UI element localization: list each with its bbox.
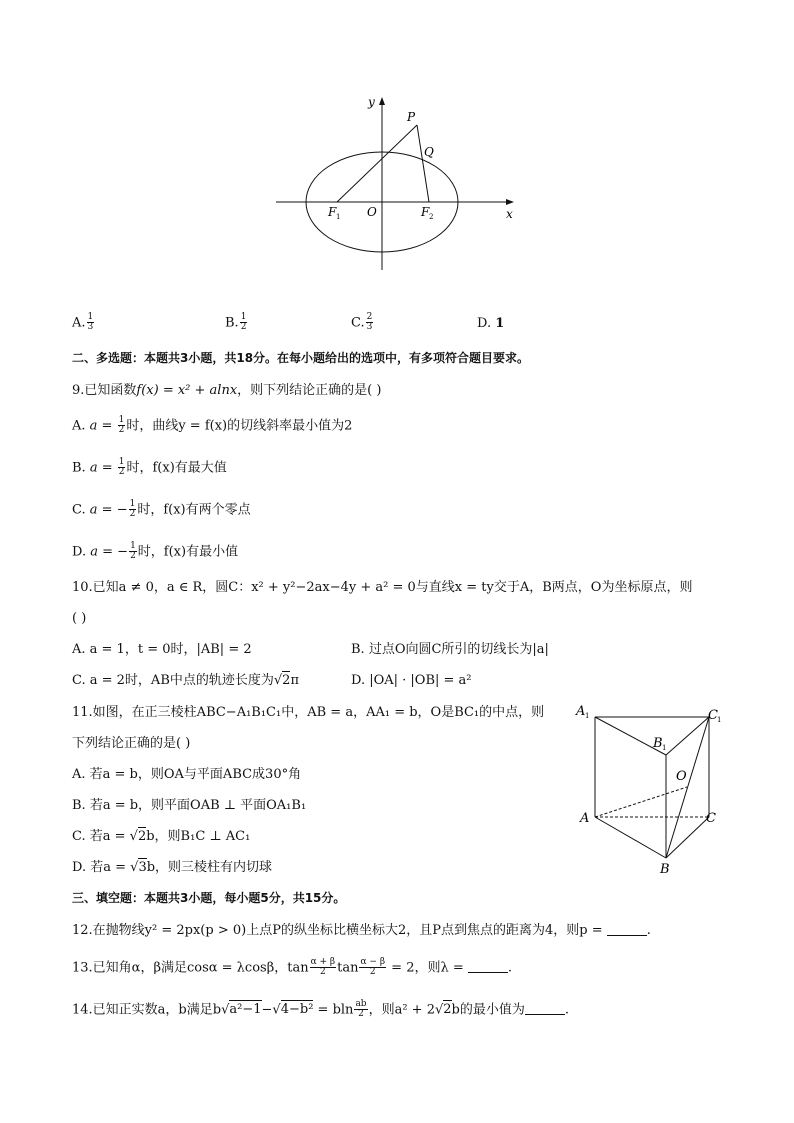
fraction: $\frac{1}{3}$: [87, 312, 94, 333]
q11-stem-line1: 11.如图，在正三棱柱ABC−A₁B₁C₁中，AB = a，AA₁ = b，O是BC₁的中点，则: [72, 705, 545, 720]
fraction: $\frac{1}{2}$: [240, 312, 247, 333]
label-a: A: [580, 811, 590, 826]
edge-a-b: [595, 817, 666, 858]
label-x: x: [506, 207, 513, 221]
q10-option-c[interactable]: C. a = 2时，AB中点的轨迹长度为√2π: [72, 673, 299, 688]
q10-option-d[interactable]: D. |OA| · |OB| = a²: [351, 673, 472, 688]
segment-f1-p: [337, 125, 417, 202]
q9-stem: 9.已知函数f(x) = x² + alnx，则下列结论正确的是( ): [72, 383, 382, 398]
q10-option-b[interactable]: B. 过点O向圆C所引的切线长为|a|: [351, 642, 549, 657]
option-value: 1: [495, 316, 505, 331]
q9-option-b[interactable]: B. a = $\frac{1}{2}$ 时，f(x)有最大值: [72, 457, 227, 478]
q11-option-a[interactable]: A. 若a = b，则OA与平面ABC成30°角: [72, 767, 302, 782]
section-3-heading: 三、填空题：本题共3小题，每小题5分，共15分。: [72, 891, 346, 905]
q10-option-a[interactable]: A. a = 1，t = 0时，|AB| = 2: [72, 642, 252, 657]
option-letter: C.: [351, 315, 365, 331]
prism-figure: [570, 698, 730, 880]
section-2-heading: 二、多选题：本题共3小题，共18分。在每小题给出的选项中，有多项符合题目要求。: [72, 351, 530, 365]
option-letter: B.: [225, 315, 239, 331]
segment-p-f2: [417, 125, 429, 202]
label-q: Q: [424, 145, 434, 159]
q12: 12.在抛物线y² = 2px(p > 0)上点P的纵坐标比横坐标大2，且P点到焦点的距离为4，则p = .: [72, 923, 651, 938]
q10-stem-line2: ( ): [72, 611, 87, 626]
q11-option-b[interactable]: B. 若a = b，则平面OAB ⊥ 平面OA₁B₁: [72, 798, 307, 813]
answer-blank[interactable]: [525, 1004, 565, 1015]
edge-b1-c1: [666, 717, 709, 755]
label-b1-sub: 1: [662, 744, 667, 752]
q9-option-c[interactable]: C. a = − $\frac{1}{2}$ 时，f(x)有两个零点: [72, 499, 251, 520]
label-f2: F: [421, 205, 430, 219]
label-y: y: [368, 95, 375, 109]
q14: 14.已知正实数a，b满足b√a²−1−√4−b² = bln $\frac{ab}{2}$ ，则a² + 2√2b的最小值为 .: [72, 999, 570, 1020]
q10-stem-line1: 10.已知a ≠ 0，a ∈ R，圆C：x² + y²−2ax−4y + a² = 0与直线x = ty交于A，B两点，O为坐标原点，则: [72, 580, 693, 595]
label-c: C: [706, 811, 716, 826]
label-c1-sub: 1: [717, 716, 722, 724]
x-axis-arrow: [506, 199, 514, 205]
ellipse-figure: [270, 88, 530, 278]
label-f2-sub: 2: [429, 213, 434, 221]
q11-option-c[interactable]: C. 若a = √2b，则B₁C ⊥ AC₁: [72, 829, 251, 844]
q8-option-c[interactable]: [351, 313, 374, 333]
q9-option-a[interactable]: A. a = $\frac{1}{2}$ 时，曲线y = f(x)的切线斜率最小值为2: [72, 415, 353, 436]
label-b: B: [660, 862, 670, 877]
label-p: P: [407, 110, 416, 124]
q8-option-b[interactable]: [225, 313, 248, 333]
fraction: $\frac{2}{3}$: [366, 312, 373, 333]
label-f1: F: [328, 205, 337, 219]
label-b1: B: [653, 736, 663, 751]
answer-blank[interactable]: [468, 962, 508, 973]
q8-option-d[interactable]: [477, 317, 504, 330]
q8-option-a[interactable]: [72, 313, 95, 333]
label-f1-sub: 1: [336, 213, 341, 221]
option-letter: D.: [477, 316, 492, 331]
q11-option-d[interactable]: D. 若a = √3b，则三棱柱有内切球: [72, 860, 273, 875]
label-a1-sub: 1: [585, 712, 590, 720]
label-o: O: [676, 769, 687, 784]
q13: 13.已知角α，β满足cosα = λcosβ，tan $\frac{\alpha + \beta}{2}$ tan $\frac{\alpha - \beta}{2}$ = 2，则λ = .: [72, 957, 512, 978]
q9-option-d[interactable]: D. a = − $\frac{1}{2}$ 时，f(x)有最小值: [72, 541, 239, 562]
option-letter: A.: [72, 315, 86, 331]
label-a1: A: [576, 704, 586, 719]
label-o: O: [367, 205, 377, 219]
answer-blank[interactable]: [607, 925, 647, 936]
q11-stem-line2: 下列结论正确的是( ): [72, 736, 191, 751]
segment-a-o-hidden: [595, 787, 687, 817]
y-axis-arrow: [379, 97, 385, 105]
label-c1: C: [708, 708, 718, 723]
